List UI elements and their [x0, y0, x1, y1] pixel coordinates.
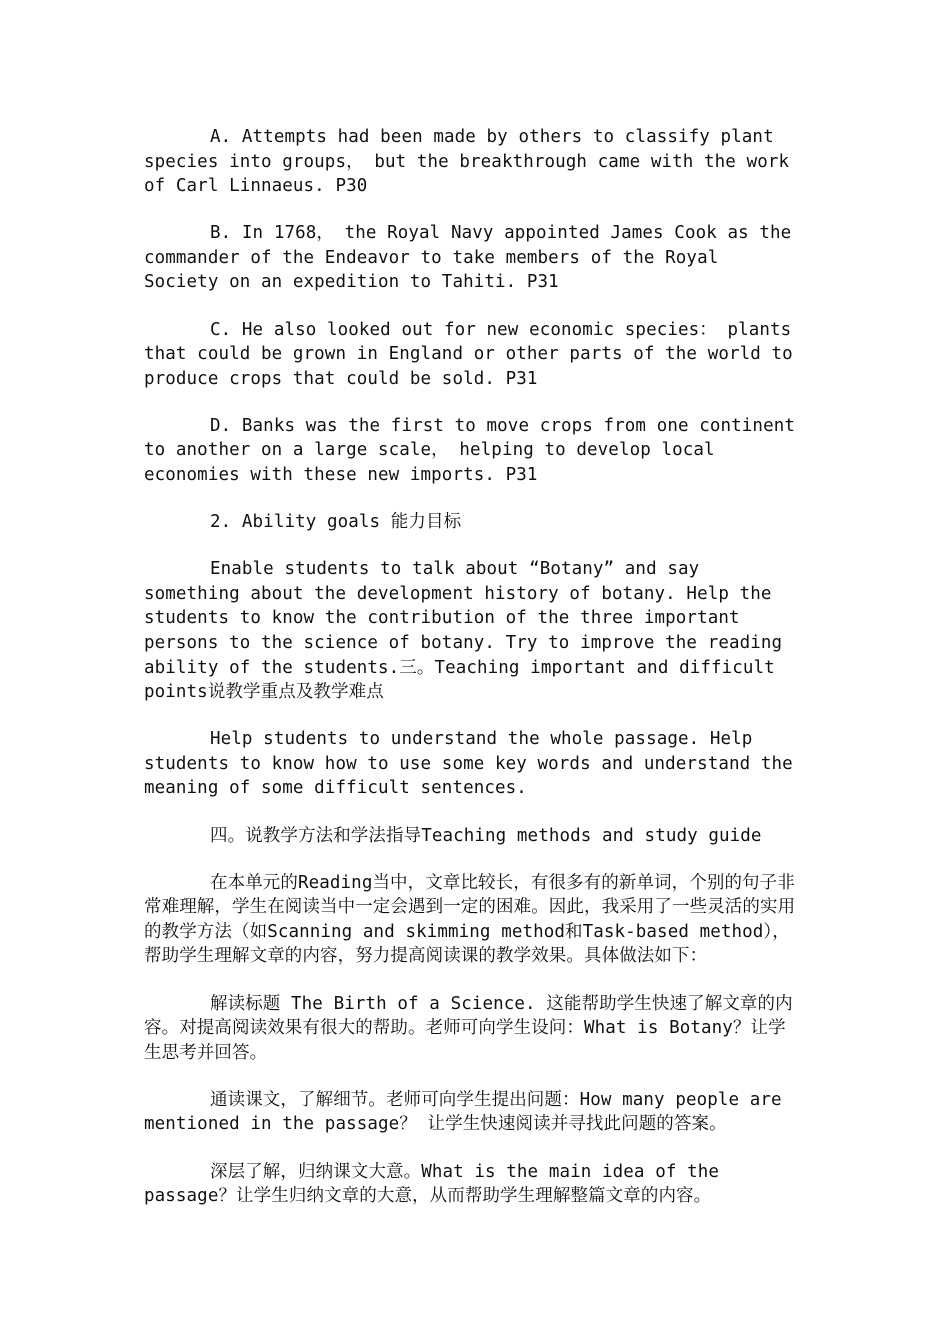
paragraph-detail-reading: 通读课文，了解细节。老师可向学生提出问题：How many people are mentioned in the passage？ 让学生快速阅读并寻找此问题的答案。	[144, 1089, 793, 1135]
section-heading-ability-goals: 2. Ability goals 能力目标	[210, 512, 462, 533]
paragraph-option-c: C. He also looked out for new economic species： plants that could be grown in England or other parts of the world to produce crops that could be sold. P31	[144, 319, 804, 389]
paragraph-option-d: D. Banks was the first to move crops from one continent to another on a large scale， helping to develop local economies with these new imports. P31	[144, 415, 806, 486]
paragraph-title-reading: 解读标题 The Birth of a Science. 这能帮助学生快速了解文章的内容。对提高阅读效果有很大的帮助。老师可向学生设问：What is Botany？让学生思考并回答。	[144, 993, 793, 1063]
paragraph-option-b: B. In 1768， the Royal Navy appointed James Cook as the commander of the Endeavor to take members of the Royal Society on an expedition to Tahiti. P31	[144, 223, 802, 293]
paragraph-option-a: A. Attempts had been made by others to classify plant species into groups， but the breakthrough came with the work of Carl Linnaeus. P30	[144, 127, 800, 197]
paragraph-key-points: Help students to understand the whole passage. Help students to know how to use some key words and understand the meaning of some difficult sentences.	[144, 729, 804, 799]
paragraph-ability-goals: Enable students to talk about “Botany” and say something about the development history of botany. Help the students to know the contribution of the three important persons to the science of botany. Try to improve the reading ability of the students.三。Teaching important and difficult points说教学重点及教学难点	[144, 559, 793, 703]
document-body	[144, 125, 806, 1231]
paragraph-main-idea: 深层了解，归纳课文大意。What is the main idea of the passage？让学生归纳文章的大意，从而帮助学生理解整篇文章的内容。	[144, 1161, 730, 1207]
section-heading-teaching-methods: 四。说教学方法和学法指导Teaching methods and study guide	[210, 825, 762, 846]
paragraph-teaching-methods: 在本单元的Reading当中，文章比较长，有很多有的新单词，个别的句子非常难理解，学生在阅读当中一定会遇到一定的困难。因此，我采用了一些灵活的实用的教学方法（如Scanning and skimming method和Task-based method），帮助学生理解文章的内容，努力提高阅读课的教学效果。具体做法如下：	[144, 872, 796, 967]
